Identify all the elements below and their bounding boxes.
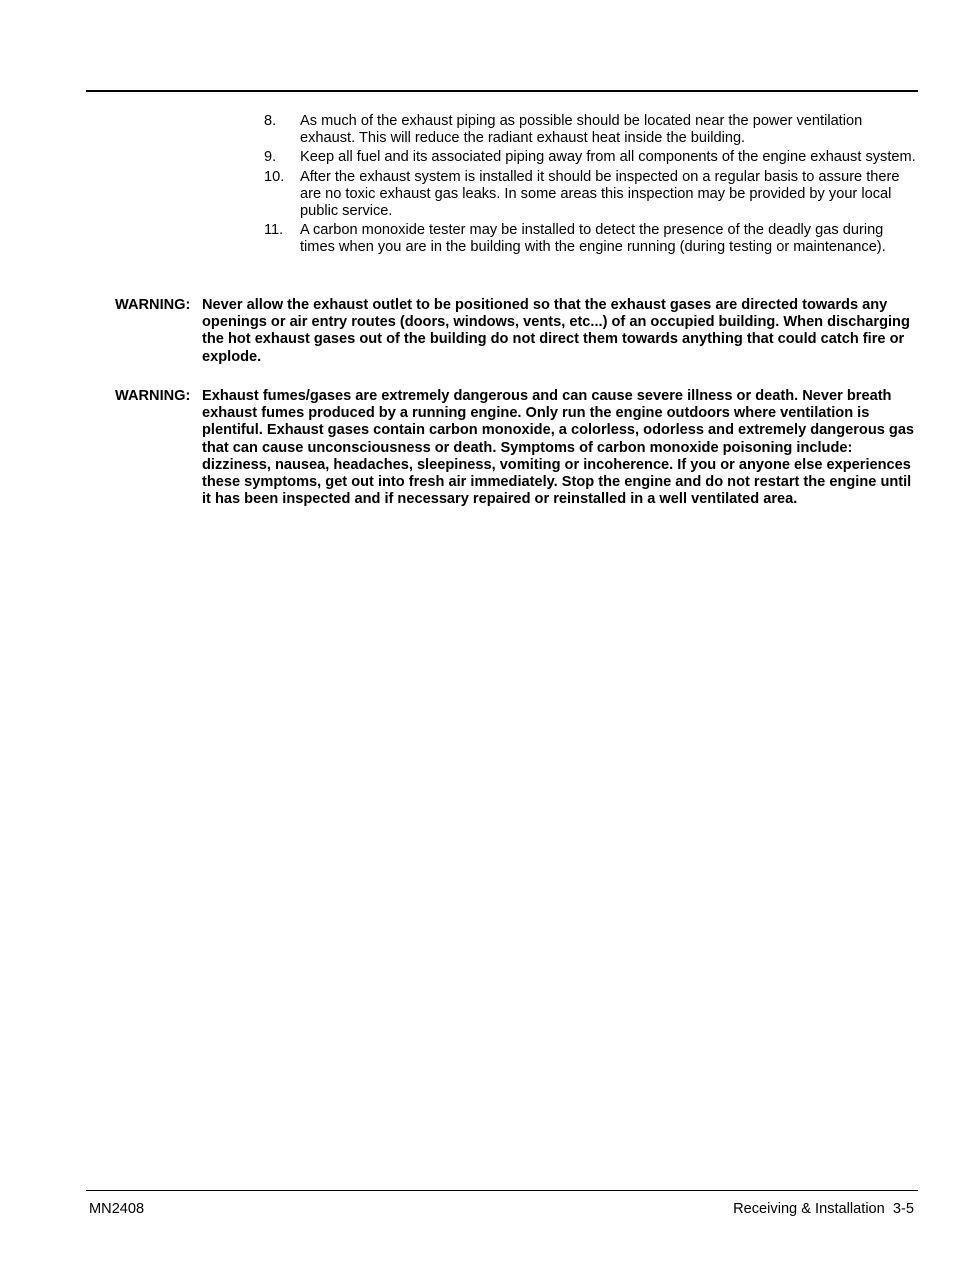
list-item-text: As much of the exhaust piping as possible should be located near the power ventilation exhaust. This will reduce the radiant exhaust heat inside the building. — [300, 113, 863, 147]
warning-exhaust-fumes — [115, 388, 923, 508]
list-item-number: 11. — [264, 222, 284, 239]
list-item-text: Keep all fuel and its associated piping away from all components of the engine exhaust system. — [300, 149, 916, 166]
list-item-text: After the exhaust system is installed it should be inspected on a regular basis to assure there are no toxic exhaust gas leaks. In some areas this inspection may be provided by your local public service. — [300, 168, 900, 220]
warning-text: Exhaust fumes/gases are extremely dangerous and can cause severe illness or death. Never breath exhaust fumes produced by a running engine. Only run the engine outdoors where ventilation is plentiful. Exhaust gases contain carbon monoxide, a colorless, odorless and extremely dangerous gas that can cause unconsciousness or death. Symptoms of carbon monoxide poisoning include: dizziness, nausea, headaches, sleepiness, vomiting or incoherence. If you or anyone else experiences these symptoms, get out into fresh air immediately. Stop the engine and do not restart the engine until it has been inspected and if necessary repaired or reinstalled in a well ventilated area. — [202, 388, 915, 508]
warning-text: Never allow the exhaust outlet to be positioned so that the exhaust gases are directed towards any openings or air entry routes (doors, windows, vents, etc...) of an occupied building. When discharging the hot exhaust gases out of the building do not direct them towards anything that could catch fire or explode. — [202, 297, 910, 365]
header-rule — [86, 90, 918, 92]
warning-label: WARNING: — [115, 388, 191, 404]
list-item-number: 9. — [264, 149, 277, 166]
warning-label: WARNING: — [115, 297, 191, 313]
list-item-number: 8. — [264, 113, 277, 129]
footer-section-page: Receiving & Installation 3-5 — [733, 1201, 914, 1217]
list-item-number: 10. — [264, 168, 285, 185]
footer-rule — [86, 1190, 918, 1191]
list-item — [264, 113, 924, 147]
footer-manual-number: MN2408 — [89, 1201, 145, 1217]
list-item-text: A carbon monoxide tester may be installed to detect the presence of the deadly gas during times when you are in the building with the engine running (during testing or maintenance). — [300, 222, 886, 256]
list-item — [264, 149, 924, 166]
numbered-list — [264, 113, 924, 259]
warning-exhaust-outlet — [115, 297, 923, 366]
list-item — [264, 169, 924, 221]
list-item — [264, 222, 924, 256]
